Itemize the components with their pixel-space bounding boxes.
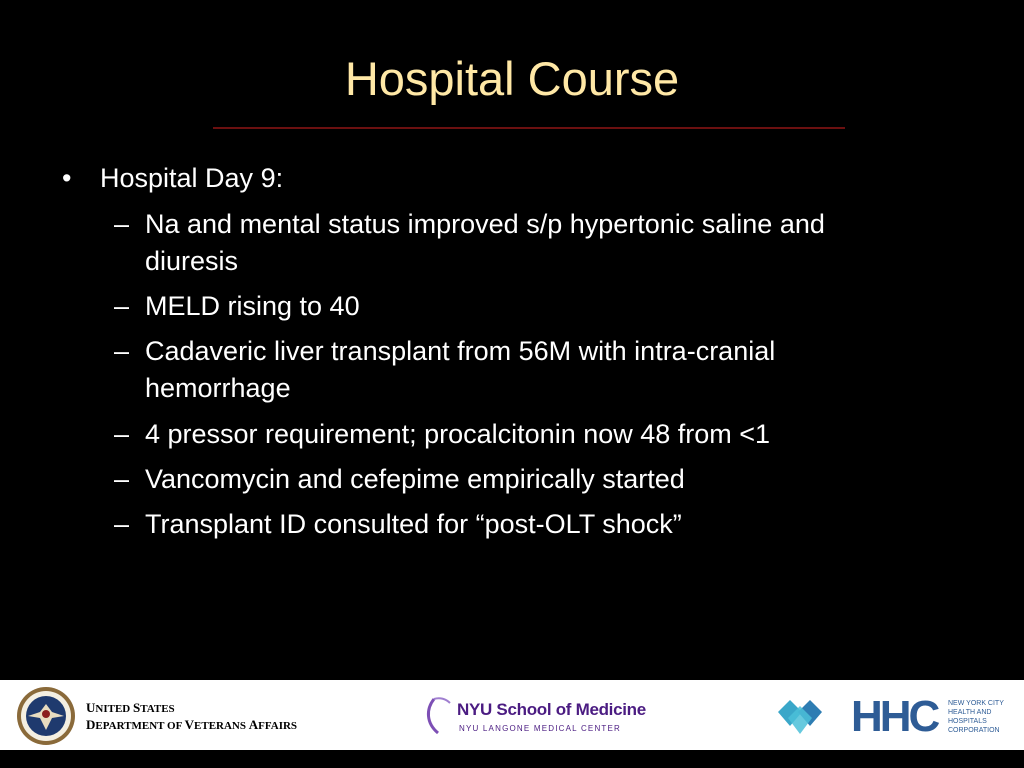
sub-bullet-line: Transplant ID consulted for “post-OLT shock” bbox=[145, 509, 682, 539]
nyu-wordmark: NYU School of Medicine bbox=[457, 700, 646, 719]
footer-bottom-strip bbox=[0, 750, 1024, 768]
sub-bullet-line: MELD rising to 40 bbox=[145, 291, 360, 321]
sub-bullet-line: 4 pressor requirement; procalcitonin now 48 from <1 bbox=[145, 419, 771, 449]
dash-marker: – bbox=[114, 509, 130, 539]
bullet-text: Hospital Day 9: bbox=[100, 163, 284, 193]
hhc-wordmark: HHC bbox=[851, 692, 938, 741]
hhc-hearts-icon bbox=[774, 694, 834, 738]
sub-bullet-line: Cadaveric liver transplant from 56M with intra-cranial bbox=[145, 336, 776, 366]
sub-bullet-antibiotics bbox=[114, 461, 955, 498]
sub-bullet-line: Na and mental status improved s/p hypertonic saline and bbox=[145, 209, 825, 239]
dash-marker: – bbox=[114, 209, 130, 239]
dash-marker: – bbox=[114, 336, 130, 366]
sub-bullet-consult bbox=[114, 506, 955, 543]
hhc-subtitle: NEW YORK CITY HEALTH AND HOSPITALS CORPORATION bbox=[948, 700, 1004, 734]
sub-bullet-transplant bbox=[114, 333, 955, 407]
sub-bullet-na bbox=[114, 206, 955, 280]
sub-bullet-pressor bbox=[114, 416, 955, 453]
va-wordmark: UNITED STATES DEPARTMENT OF VETERANS AFFAIRS bbox=[86, 700, 298, 732]
dash-marker: – bbox=[114, 291, 130, 321]
sub-bullet-meld bbox=[114, 288, 955, 325]
sub-bullet-line: hemorrhage bbox=[145, 373, 291, 403]
va-seal-icon bbox=[16, 686, 76, 746]
dash-marker: – bbox=[114, 464, 130, 494]
bullet-marker: • bbox=[62, 163, 72, 193]
bullet-hospital-day bbox=[62, 160, 960, 197]
sub-bullet-line: diuresis bbox=[145, 246, 239, 276]
nyu-subtitle: NYU LANGONE MEDICAL CENTER bbox=[459, 724, 622, 733]
slide-title: Hospital Course bbox=[344, 52, 680, 105]
sub-bullet-line: Vancomycin and cefepime empirically started bbox=[145, 464, 685, 494]
dash-marker: – bbox=[114, 419, 130, 449]
